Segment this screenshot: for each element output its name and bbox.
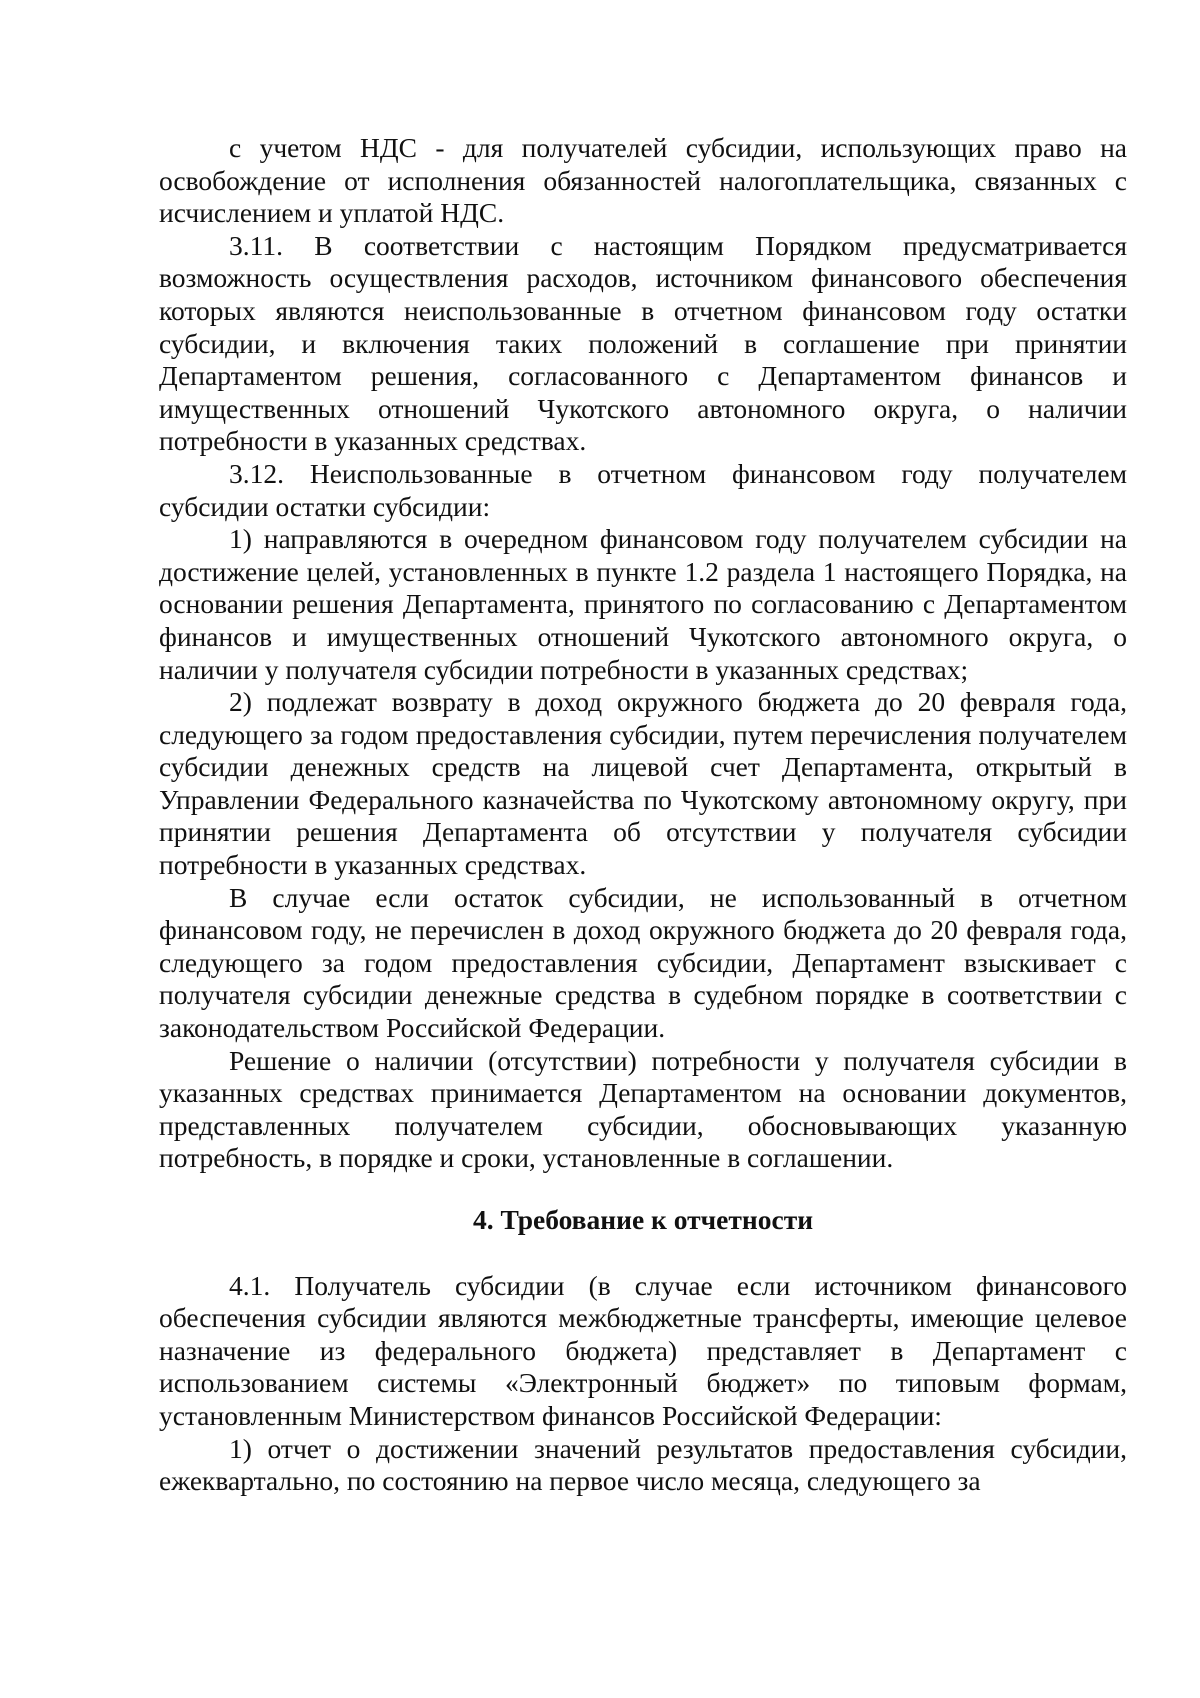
paragraph-3-12-item-2: 2) подлежат возврату в доход окружного бюджета до 20 февраля года, следующего за годом предоставления субсидии, путем перечисления получателем субсидии денежных средств на лицевой счет Департамента, открытый в Управлении Федерального казначейства по Чукотскому автономному округу, при принятии решения Департамента об отсутствии у получателя субсидии потребности в указанных средствах. bbox=[159, 686, 1127, 881]
paragraph-4-1: 4.1. Получатель субсидии (в случае если источником финансового обеспечения субсидии являются межбюджетные трансферты, имеющие целевое назначение из федерального бюджета) представляет в Департамент с использованием системы «Электронный бюджет» по типовым формам, установленным Министерством финансов Российской Федерации: bbox=[159, 1269, 1127, 1431]
document-page bbox=[159, 132, 1127, 1498]
paragraph-3-11: 3.11. В соответствии с настоящим Порядком предусматривается возможность осуществления расходов, источником финансового обеспечения которых являются неиспользованные в отчетном финансовом году остатки субсидии, и включения таких положений в соглашение при принятии Департаментом решения, согласованного с Департаментом финансов и имущественных отношений Чукотского автономного округа, о наличии потребности в указанных средствах. bbox=[159, 229, 1127, 457]
paragraph-recovery: В случае если остаток субсидии, не использованный в отчетном финансовом году, не перечислен в доход окружного бюджета до 20 февраля года, следующего за годом предоставления субсидии, Департамент взыскивает с получателя субсидии денежные средства в судебном порядке в соответствии с законодательством Российской Федерации. bbox=[159, 881, 1127, 1044]
paragraph-3-12: 3.12. Неиспользованные в отчетном финансовом году получателем субсидии остатки субсидии: bbox=[159, 457, 1127, 522]
paragraph-decision: Решение о наличии (отсутствии) потребности у получателя субсидии в указанных средствах принимается Департаментом на основании документов, представленных получателем субсидии, обосновывающих указанную потребность, в порядке и сроки, установленные в соглашении. bbox=[159, 1044, 1127, 1174]
paragraph-vat-note: с учетом НДС - для получателей субсидии, использующих право на освобождение от исполнения обязанностей налогоплательщика, связанных с исчислением и уплатой НДС. bbox=[159, 132, 1127, 229]
paragraph-3-12-item-1: 1) направляются в очередном финансовом году получателем субсидии на достижение целей, установленных в пункте 1.2 раздела 1 настоящего Порядка, на основании решения Департамента, принятого по согласованию с Департаментом финансов и имущественных отношений Чукотского автономного округа, о наличии у получателя субсидии потребности в указанных средствах; bbox=[159, 523, 1127, 685]
section-heading: 4. Требование к отчетности bbox=[472, 1204, 814, 1235]
paragraph-4-1-item-1: 1) отчет о достижении значений результатов предоставления субсидии, ежеквартально, по состоянию на первое число месяца, следующего за bbox=[159, 1432, 1127, 1497]
